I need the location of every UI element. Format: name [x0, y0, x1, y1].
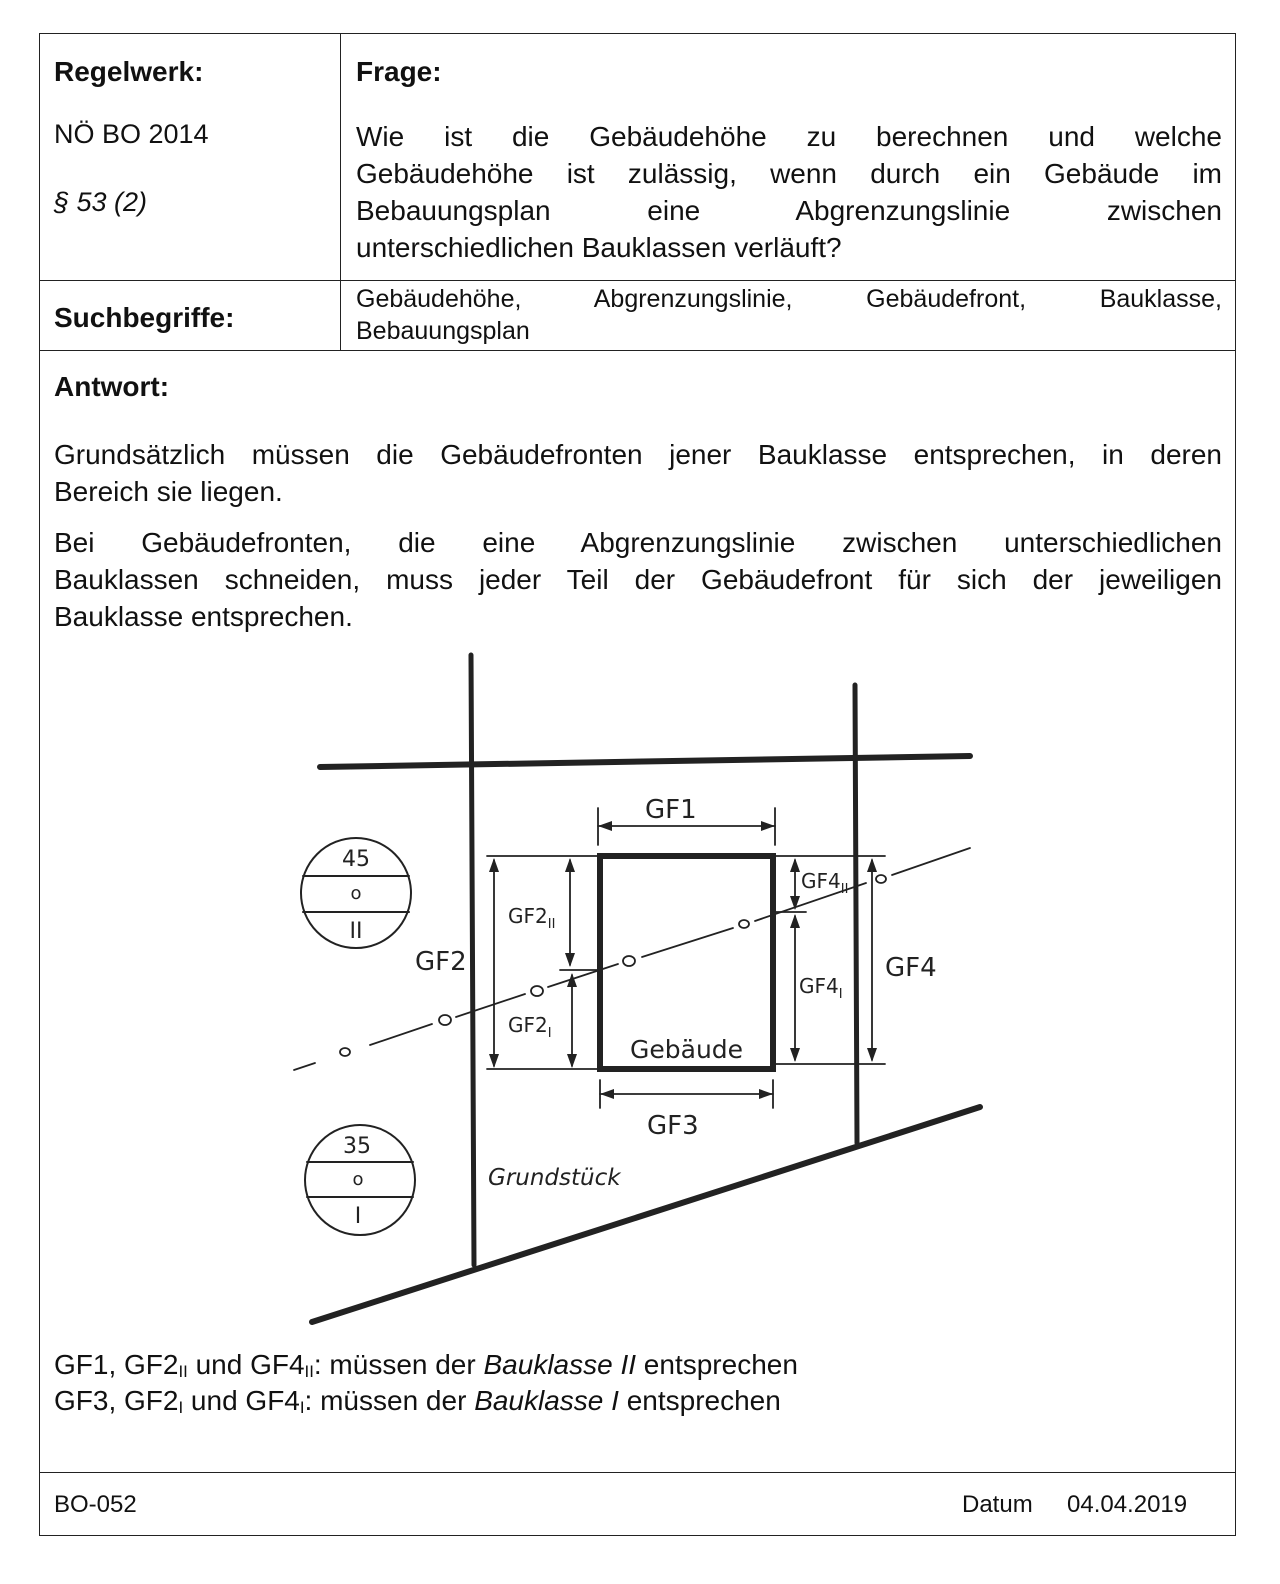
frage-line: Wie ist die Gebäudehöhe zu berechnen und welche: [356, 121, 1222, 152]
label-grundstueck: Grundstück: [488, 1165, 621, 1191]
doc-id: BO-052: [54, 1491, 137, 1518]
label-gf3: GF3: [647, 1111, 699, 1141]
frage-line: Bebauungsplan eine Abgrenzungslinie zwischen: [356, 195, 1222, 226]
paragraph-ref: § 53 (2): [54, 187, 148, 217]
zone-upper-class: II: [349, 919, 363, 944]
suchbegriffe-line: Bebauungsplan: [356, 317, 530, 345]
datum-label: Datum: [962, 1491, 1033, 1518]
frage-line: unterschiedlichen Bauklassen verläuft?: [356, 232, 842, 263]
suchbegriffe-label: Suchbegriffe:: [54, 302, 235, 333]
answer-line: Grundsätzlich müssen die Gebäudefronten jener Bauklasse entsprechen, in deren: [54, 439, 1222, 470]
zone-lower-mid: o: [352, 1169, 364, 1190]
answer-line: Bauklassen schneiden, muss jeder Teil der Gebäudefront für sich der jeweiligen: [54, 564, 1222, 595]
label-gf4: GF4: [885, 953, 937, 983]
suchbegriffe-line: Gebäudehöhe, Abgrenzungslinie, Gebäudefront, Bauklasse,: [356, 285, 1222, 313]
zone-lower-class: I: [354, 1204, 362, 1229]
conclusion-line-1: GF1, $GF2_{II}$ und $GF4_{II}$: müssen der Bauklasse II entsprechen: [54, 1349, 798, 1381]
regelwerk-label: Regelwerk:: [54, 56, 204, 87]
label-gf2-ii: $GF2_{II}$: [508, 904, 556, 932]
plot-line-right: [855, 685, 857, 1143]
label-gf2-i: $GF2_I$: [508, 1013, 552, 1041]
road-line-top: [320, 756, 970, 767]
label-gf1: GF1: [645, 795, 697, 825]
zone-upper-height: 45: [342, 847, 370, 872]
answer-line: Bauklasse entsprechen.: [54, 601, 353, 632]
answer-line: Bereich sie liegen.: [54, 476, 283, 507]
antwort-label: Antwort:: [54, 371, 170, 402]
zone-upper-mid: o: [350, 883, 362, 904]
datum-value: 04.04.2019: [1067, 1491, 1188, 1518]
conclusion-line-2: GF3, $GF2_I$ und $GF4_I$: müssen der Bauklasse I entsprechen: [54, 1385, 781, 1417]
frage-line: Gebäudehöhe ist zulässig, wenn durch ein Gebäude im: [356, 158, 1222, 189]
label-gf4-i: $GF4_I$: [799, 974, 843, 1002]
zone-lower-height: 35: [343, 1134, 371, 1159]
regelwerk-value: NÖ BO 2014: [54, 119, 209, 149]
answer-line: Bei Gebäudefronten, die eine Abgrenzungslinie zwischen unterschiedlichen: [54, 527, 1222, 558]
label-gf2: GF2: [415, 947, 467, 977]
frage-label: Frage:: [356, 56, 442, 87]
road-line-bottom: [312, 1107, 980, 1322]
label-gf4-ii: $GF4_{II}$: [801, 869, 849, 897]
plot-line-left: [471, 655, 474, 1265]
label-gebaeude: Gebäude: [630, 1035, 744, 1064]
